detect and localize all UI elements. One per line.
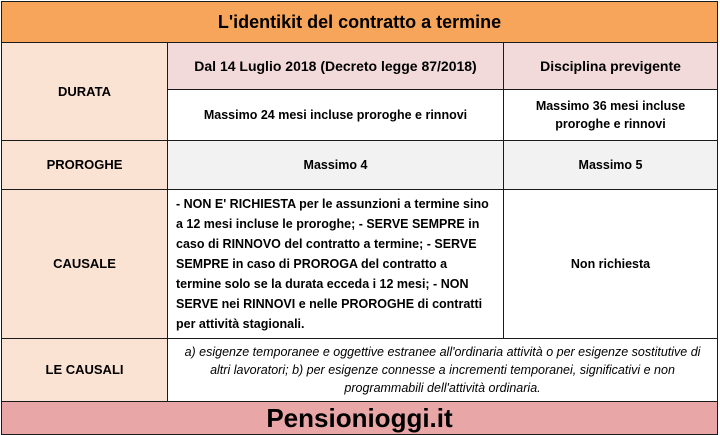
row-label-causale: CAUSALE	[2, 190, 168, 339]
causali-item-a: a) esigenze temporanee e oggettive estranee all'ordinaria attività o per esigenze sostitutive di altri lavoratori;	[184, 345, 701, 377]
footer-row	[2, 402, 718, 435]
causali-item-b: b) per esigenze connesse a incrementi temporanei, significativi e non programmabili dell'attività ordinaria.	[292, 363, 675, 395]
footer-brand: Pensionioggi.it	[2, 402, 718, 435]
table-title: L'identikit del contratto a termine	[2, 2, 718, 43]
durata-old-value: Massimo 36 mesi incluse proroghe e rinnovi	[504, 90, 718, 141]
header-row	[2, 43, 718, 90]
row-label-durata: DURATA	[2, 43, 168, 141]
durata-new-value: Massimo 24 mesi incluse proroghe e rinnovi	[168, 90, 504, 141]
proroghe-old-value: Massimo 5	[504, 141, 718, 190]
column-header-old: Disciplina previgente	[504, 43, 718, 90]
row-label-causali: LE CAUSALI	[2, 339, 168, 402]
causale-row	[2, 190, 718, 339]
row-label-proroghe: PROROGHE	[2, 141, 168, 190]
title-row	[2, 2, 718, 43]
causali-row	[2, 339, 718, 402]
proroghe-new-value: Massimo 4	[168, 141, 504, 190]
proroghe-row	[2, 141, 718, 190]
column-header-new: Dal 14 Luglio 2018 (Decreto legge 87/2018)	[168, 43, 504, 90]
causale-old-value: Non richiesta	[504, 190, 718, 339]
causale-new-value: - NON E' RICHIESTA per le assunzioni a termine sino a 12 mesi incluse le proroghe; - SERVE SEMPRE in caso di RINNOVO del contratto a termine; - SERVE SEMPRE in caso di PROROGA del contratto a termine solo se la durata ecceda i 12 mesi; - NON SERVE nei RINNOVI e nelle PROROGHE di contratti per attività stagionali.	[168, 190, 504, 339]
contract-comparison-table	[1, 1, 718, 435]
causali-text	[168, 339, 718, 402]
